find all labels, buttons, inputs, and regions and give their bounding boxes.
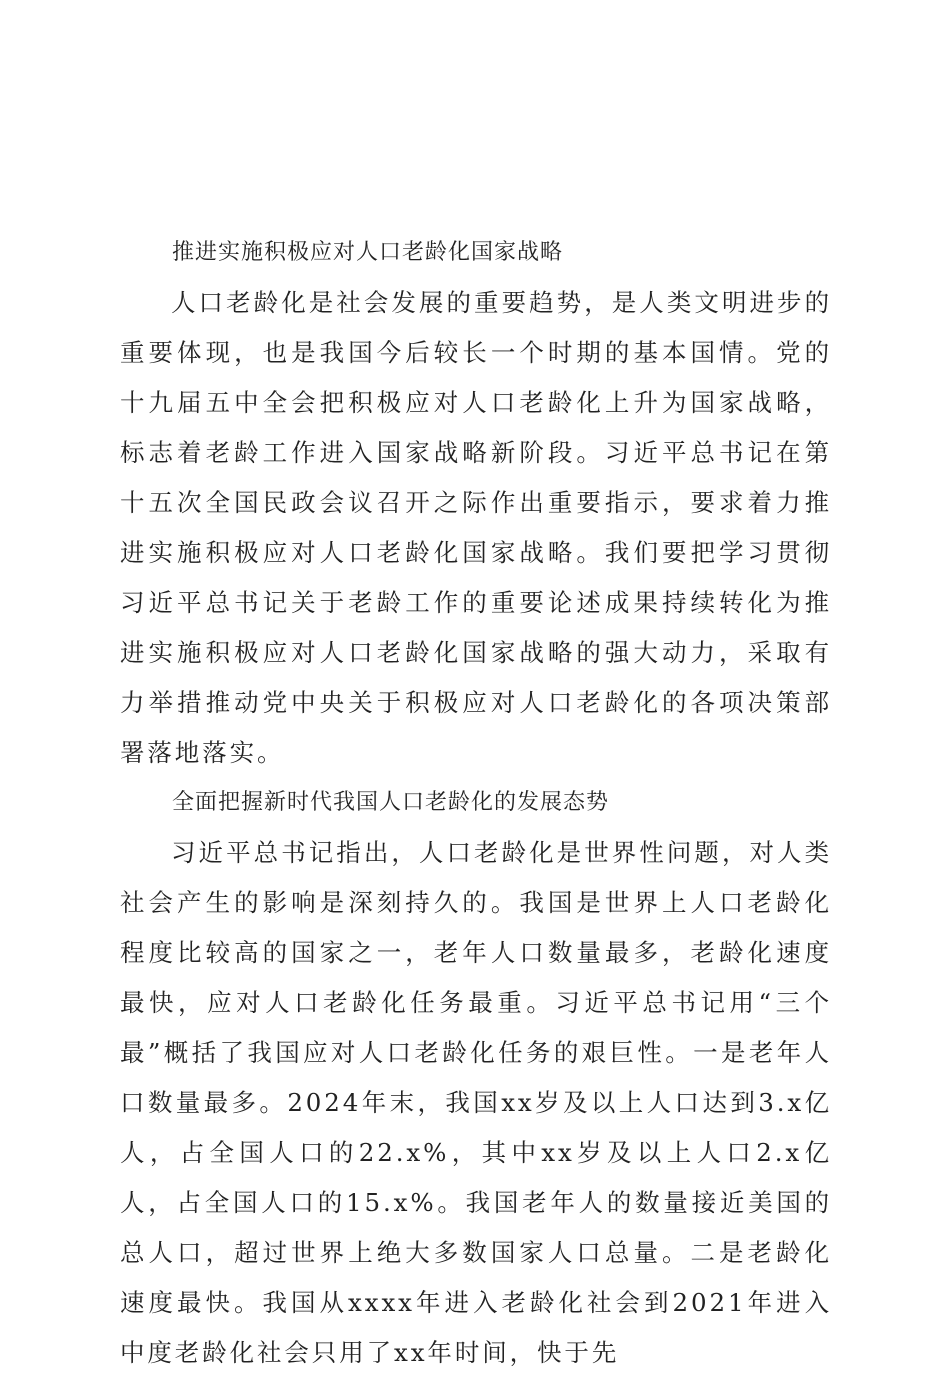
- section-heading-2: 全面把握新时代我国人口老龄化的发展态势: [172, 790, 610, 815]
- section-heading-1: 推进实施积极应对人口老龄化国家战略: [172, 240, 564, 265]
- section-paragraph-1: 人口老龄化是社会发展的重要趋势，是人类文明进步的重要体现，也是我国今后较长一个时期的基本国情。党的十九届五中全会把积极应对人口老龄化上升为国家战略，标志着老龄工作进入国家战略新阶段。习近平总书记在第十五次全国民政会议召开之际作出重要指示，要求着力推进实施积极应对人口老龄化国家战略。我们要把学习贯彻习近平总书记关于老龄工作的重要论述成果持续转化为推进实施积极应对人口老龄化国家战略的强大动力，采取有力举措推动党中央关于积极应对人口老龄化的各项决策部署落地落实。: [120, 288, 832, 767]
- section-paragraph-2: 习近平总书记指出，人口老龄化是世界性问题，对人类社会产生的影响是深刻持久的。我国是世界上人口老龄化程度比较高的国家之一，老年人口数量最多，老龄化速度最快，应对人口老龄化任务最重。习近平总书记用“三个最”概括了我国应对人口老龄化任务的艰巨性。一是老年人口数量最多。2024年末，我国xx岁及以上人口达到3.x亿人，占全国人口的22.x%，其中xx岁及以上人口2.x亿人，占全国人口的15.x%。我国老年人的数量接近美国的总人口，超过世界上绝大多数国家人口总量。二是老龄化速度最快。我国从xxxx年进入老龄化社会到2021年进入中度老龄化社会只用了xx年时间，快于先: [120, 838, 832, 1367]
- document-body: [120, 228, 832, 1378]
